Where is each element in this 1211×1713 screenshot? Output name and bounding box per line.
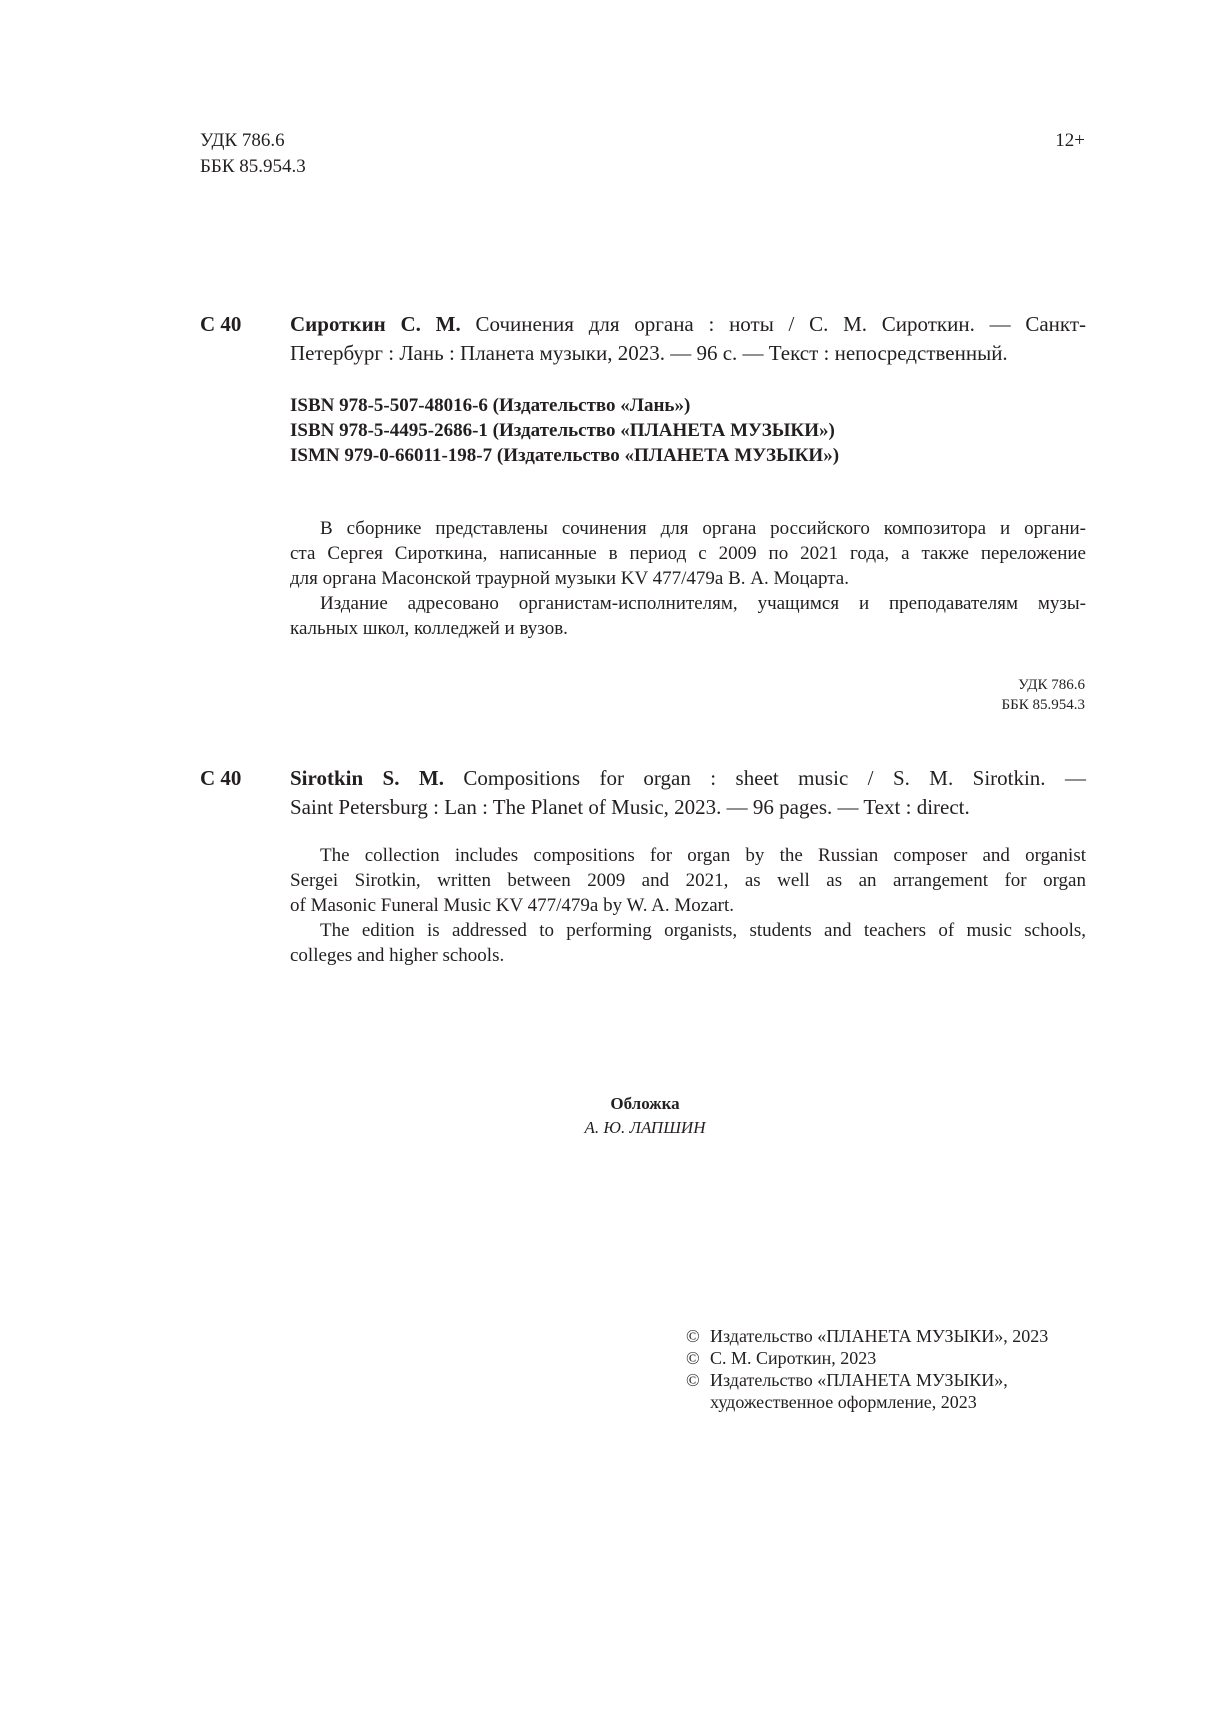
title-ru: Сочинения для органа : ноты / С. М. Сироткин. — Санкт- <box>475 312 1086 336</box>
cover-credit <box>0 1092 1211 1140</box>
abstract-en-p2-line1: The edition is addressed to performing organists, students and teachers of music schools, <box>320 920 1086 941</box>
bbk-code-right: ББК 85.954.3 <box>1001 697 1085 713</box>
copyright-symbol: © <box>686 1348 700 1368</box>
title-en: Compositions for organ : sheet music / S. M. Sirotkin. — <box>463 766 1086 790</box>
copyright-continuation: художественное оформление, 2023 <box>710 1392 977 1412</box>
ismn-planet: ISMN 979-0-66011-198-7 (Издательство «ПЛАНЕТА МУЗЫКИ») <box>290 445 840 466</box>
catalog-entry-en-line2: Saint Petersburg : Lan : The Planet of Music, 2023. — 96 pages. — Text : direct. <box>290 795 970 819</box>
copyright-line <box>686 1369 1048 1391</box>
copyright-line <box>686 1347 1048 1369</box>
udk-code: УДК 786.6 <box>200 130 285 151</box>
isbn-lan: ISBN 978-5-507-48016-6 (Издательство «Лань») <box>290 395 691 416</box>
catalog-code-ru: С 40 <box>200 312 242 336</box>
catalog-entry-en <box>290 764 1086 822</box>
abstract-en <box>290 843 1086 968</box>
classification-codes <box>200 128 306 180</box>
classification-codes-right <box>1002 675 1085 715</box>
copyright-line <box>686 1325 1048 1347</box>
copyright-symbol: © <box>686 1370 700 1390</box>
bbk-code: ББК 85.954.3 <box>200 156 306 177</box>
age-rating: 12+ <box>1055 130 1085 151</box>
copyright-block <box>686 1325 1048 1413</box>
cover-designer: А. Ю. ЛАПШИН <box>584 1118 706 1137</box>
abstract-ru <box>290 516 1086 641</box>
catalog-code-en: С 40 <box>200 766 242 790</box>
abstract-ru-p2-line1: Издание адресовано органистам-исполнителям, учащимся и преподавателям музы- <box>320 593 1086 614</box>
abstract-en-p2-line2: colleges and higher schools. <box>290 945 505 966</box>
abstract-ru-p1-line3: для органа Масонской траурной музыки KV 477/479a В. А. Моцарта. <box>290 568 849 589</box>
copyright-symbol: © <box>686 1326 700 1346</box>
copyright-text: Издательство «ПЛАНЕТА МУЗЫКИ», 2023 <box>710 1326 1049 1346</box>
abstract-en-p1-line1: The collection includes compositions for organ by the Russian composer and organist <box>320 845 1086 866</box>
udk-code-right: УДК 786.6 <box>1018 677 1085 693</box>
isbn-planet: ISBN 978-5-4495-2686-1 (Издательство «ПЛАНЕТА МУЗЫКИ») <box>290 420 835 441</box>
abstract-en-p1-line3: of Masonic Funeral Music KV 477/479a by W. A. Mozart. <box>290 895 734 916</box>
abstract-ru-p1-line2: ста Сергея Сироткина, написанные в период с 2009 по 2021 года, а также переложение <box>290 543 1086 564</box>
abstract-en-p1-line2: Sergei Sirotkin, written between 2009 and 2021, as well as an arrangement for organ <box>290 870 1086 891</box>
cover-label: Обложка <box>610 1094 680 1113</box>
author-ru: Сироткин С. М. <box>290 312 461 336</box>
copyright-continuation-line <box>686 1391 1048 1413</box>
catalog-entry-ru-line2: Петербург : Лань : Планета музыки, 2023. — 96 с. — Текст : непосредственный. <box>290 341 1008 365</box>
copyright-text: Издательство «ПЛАНЕТА МУЗЫКИ», <box>710 1370 1008 1390</box>
abstract-ru-p2-line2: кальных школ, колледжей и вузов. <box>290 618 568 639</box>
abstract-ru-p1-line1: В сборнике представлены сочинения для органа российского композитора и органи- <box>320 518 1086 539</box>
author-en: Sirotkin S. M. <box>290 766 444 790</box>
copyright-text: С. М. Сироткин, 2023 <box>710 1348 877 1368</box>
catalog-entry-ru <box>290 310 1086 368</box>
catalog-entry-en-line1 <box>290 764 1086 793</box>
isbn-block <box>290 393 839 468</box>
catalog-entry-ru-line1 <box>290 310 1086 339</box>
